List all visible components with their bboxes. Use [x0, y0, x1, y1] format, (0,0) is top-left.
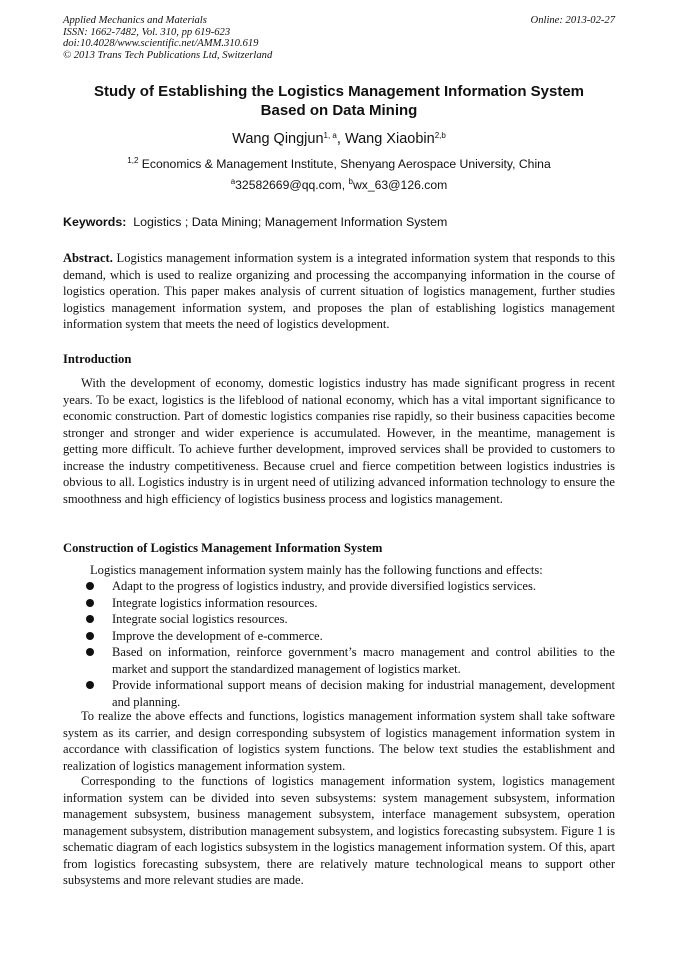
email-b-marker: b: [348, 177, 353, 186]
author-1: Wang Qingjun: [232, 131, 324, 147]
journal-header: [63, 15, 615, 61]
copyright-line: © 2013 Trans Tech Publications Ltd, Switzerland: [63, 49, 273, 61]
email-a-marker: a: [230, 177, 236, 186]
list-item: [63, 644, 615, 677]
subsystems-paragraph: Corresponding to the functions of logistics management information system, logistics management information system can be divided into seven subsystems: system management subsystem, information management subsystem, business management subsystem, interface management subsystem, operation management subsystem, distribution management subsystem, and logistics forecasting subsystem. Figure 1 is schematic diagram of each logistics subsystem in the logistics management information system. Of this, apart from logistics forecasting subsystem, there are relatively mature technological means to support other subsystems and more relevant studies are made.: [63, 774, 615, 887]
list-item: [63, 578, 615, 595]
list-item-text: Adapt to the progress of logistics industry, and provide diversified logistics services.: [112, 579, 536, 593]
keywords: [63, 214, 615, 230]
bullet-icon: [86, 681, 94, 689]
bullet-icon: [86, 632, 94, 640]
construction-heading: Construction of Logistics Management Information System: [63, 541, 383, 555]
author-2-affil: 2,b: [434, 131, 446, 140]
bullet-icon: [86, 648, 94, 656]
list-item: [63, 611, 615, 628]
bullet-icon: [86, 582, 94, 590]
email-separator: ,: [341, 178, 349, 192]
list-item-text: Provide informational support means of decision making for industrial management, development and planning.: [112, 678, 615, 709]
functions-list: [63, 578, 615, 710]
list-item: [63, 628, 615, 645]
affiliation-marker: 1,2: [127, 156, 139, 165]
realization-paragraph: To realize the above effects and functions, logistics management information system shall take software system as its carrier, and design corresponding subsystem of logistics management information system in accordance with classification of logistics system functions. The below text studies the establishment and realization of logistics management information system.: [63, 709, 615, 773]
abstract-text: Logistics management information system is a integrated information system that responds to this demand, which is used to realize organizing and processing the accompanying information in the course of logistics operation. This paper makes analysis of current situation of logistics management, further studies logistics management information system, and proposes the plan of establishing logistics management information system that meets the need of logistics development.: [63, 251, 615, 331]
functions-lead: Logistics management information system mainly has the following functions and effects:: [90, 563, 543, 577]
list-item-text: Integrate social logistics resources.: [112, 612, 288, 626]
list-item: [63, 595, 615, 612]
abstract-label: Abstract.: [63, 251, 113, 265]
list-item-text: Improve the development of e-commerce.: [112, 628, 323, 643]
author-2: Wang Xiaobin: [344, 131, 435, 147]
list-item-text: Based on information, reinforce government’s macro management and control abilities to the market and support the standardized management of logistics market.: [112, 645, 615, 676]
doi-line: doi:10.4028/www.scientific.net/AMM.310.619: [63, 38, 259, 50]
affiliation-text: Economics & Management Institute, Shenyang Aerospace University, China: [138, 157, 551, 171]
affiliation: [63, 157, 615, 172]
keywords-text: Logistics ; Data Mining; Management Information System: [126, 215, 448, 229]
bullet-icon: [86, 599, 94, 607]
journal-name: Applied Mechanics and Materials: [63, 15, 207, 26]
issn-line: ISSN: 1662-7482, Vol. 310, pp 619-623: [63, 26, 231, 38]
authors: [63, 131, 615, 148]
email-a: 32582669@qq.com: [235, 178, 342, 192]
introduction-paragraph: With the development of economy, domestic logistics industry has made significant progress in recent years. To be exact, logistics is the lifeblood of national economy, which has a vital important significance to economic construction. Part of domestic logistics companies rise rapidly, so their business capacities become stronger and stronger and wider experience is accumulated. However, in the meantime, management is getting more difficult. To achieve further development, improved services shall be provided to customers to increase the industry competitiveness. Because cruel and fierce competition between logistics industries is obvious to all. Logistics industry is in urgent need of utilizing advanced information technology to ensure the smoothness and high efficiency of logistics business process and logistics management.: [63, 376, 615, 506]
online-date: Online: 2013-02-27: [530, 15, 615, 26]
title-line-1: Study of Establishing the Logistics Management Information System: [93, 83, 585, 100]
author-1-affil: 1, a: [323, 131, 337, 140]
keywords-label: Keywords:: [63, 215, 127, 229]
paper-title: [63, 82, 615, 120]
introduction-heading: Introduction: [63, 352, 132, 366]
list-item: [63, 677, 615, 710]
bullet-icon: [86, 615, 94, 623]
abstract: [63, 250, 615, 333]
list-item-text: Integrate logistics information resources.: [112, 595, 318, 610]
emails: [63, 178, 615, 193]
author-separator: ,: [336, 131, 345, 147]
email-b: wx_63@126.com: [352, 178, 448, 192]
title-line-2: Based on Data Mining: [260, 102, 418, 119]
